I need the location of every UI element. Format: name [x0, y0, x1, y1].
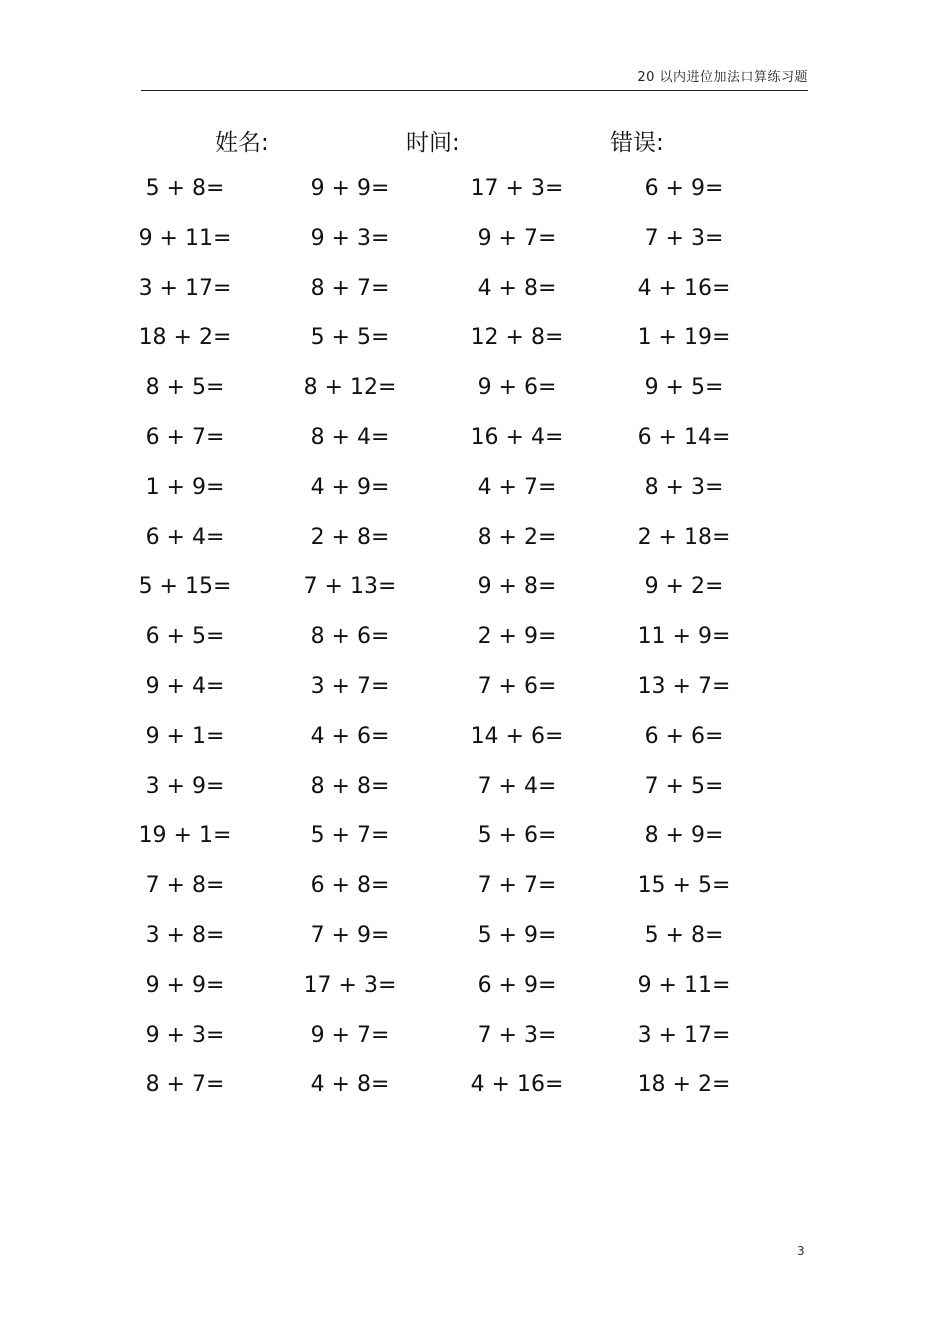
addition-problem: 7 + 9= [310, 922, 390, 948]
addition-problem: 6 + 9= [477, 972, 557, 998]
addition-problem: 3 + 9= [145, 773, 225, 799]
addition-problem: 7 + 6= [477, 673, 557, 699]
addition-problem: 8 + 3= [644, 474, 724, 500]
addition-problem: 5 + 15= [138, 574, 232, 600]
addition-problem: 6 + 8= [310, 873, 390, 899]
addition-problem: 4 + 16= [637, 275, 731, 301]
addition-problem: 7 + 8= [145, 873, 225, 899]
problem-row [0, 768, 950, 818]
addition-problem: 6 + 14= [637, 424, 731, 450]
addition-problem: 6 + 7= [145, 424, 225, 450]
addition-problem: 14 + 6= [470, 723, 564, 749]
addition-problem: 5 + 6= [477, 823, 557, 849]
addition-problem: 5 + 7= [310, 823, 390, 849]
problem-row [0, 967, 950, 1017]
addition-problem: 7 + 13= [303, 574, 397, 600]
page-number: 3 [797, 1244, 805, 1258]
header-title: 20 以内进位加法口算练习题 [637, 70, 808, 85]
addition-problem: 13 + 7= [637, 673, 731, 699]
addition-problem: 6 + 6= [644, 723, 724, 749]
addition-problem: 9 + 6= [477, 375, 557, 401]
addition-problem: 6 + 4= [145, 524, 225, 550]
info-row [0, 124, 950, 164]
problem-row [0, 170, 950, 220]
problem-row [0, 1066, 950, 1116]
problem-row [0, 618, 950, 668]
addition-problem: 9 + 7= [310, 1022, 390, 1048]
time-label: 时间: [406, 130, 460, 156]
addition-problem: 16 + 4= [470, 424, 564, 450]
addition-problem: 2 + 8= [310, 524, 390, 550]
problem-row [0, 519, 950, 569]
addition-problem: 18 + 2= [637, 1072, 731, 1098]
addition-problem: 19 + 1= [138, 823, 232, 849]
addition-problem: 7 + 3= [477, 1022, 557, 1048]
addition-problem: 8 + 12= [303, 375, 397, 401]
addition-problem: 9 + 3= [310, 225, 390, 251]
addition-problem: 9 + 8= [477, 574, 557, 600]
addition-problem: 8 + 2= [477, 524, 557, 550]
addition-problem: 17 + 3= [303, 972, 397, 998]
addition-problem: 7 + 7= [477, 873, 557, 899]
addition-problem: 2 + 9= [477, 624, 557, 650]
addition-problem: 18 + 2= [138, 325, 232, 351]
addition-problem: 9 + 3= [145, 1022, 225, 1048]
addition-problem: 8 + 4= [310, 424, 390, 450]
addition-problem: 8 + 6= [310, 624, 390, 650]
problem-row [0, 419, 950, 469]
problem-row [0, 369, 950, 419]
addition-problem: 1 + 19= [637, 325, 731, 351]
addition-problem: 7 + 3= [644, 225, 724, 251]
problem-row [0, 568, 950, 618]
addition-problem: 7 + 5= [644, 773, 724, 799]
addition-problem: 7 + 4= [477, 773, 557, 799]
addition-problem: 1 + 9= [145, 474, 225, 500]
addition-problem: 4 + 7= [477, 474, 557, 500]
problem-row [0, 319, 950, 369]
page-header [141, 62, 808, 91]
addition-problem: 11 + 9= [637, 624, 731, 650]
problem-row [0, 220, 950, 270]
addition-problem: 6 + 9= [644, 176, 724, 201]
addition-problem: 8 + 9= [644, 823, 724, 849]
problem-row [0, 718, 950, 768]
addition-problem: 17 + 3= [470, 176, 564, 201]
problem-row [0, 270, 950, 320]
problem-row [0, 917, 950, 967]
addition-problem: 5 + 5= [310, 325, 390, 351]
problem-grid [0, 170, 950, 1116]
addition-problem: 8 + 5= [145, 375, 225, 401]
problem-row [0, 1017, 950, 1067]
addition-problem: 9 + 11= [637, 972, 731, 998]
problem-row [0, 668, 950, 718]
problem-row [0, 867, 950, 917]
addition-problem: 9 + 9= [145, 972, 225, 998]
addition-problem: 9 + 5= [644, 375, 724, 401]
addition-problem: 5 + 8= [145, 176, 225, 201]
addition-problem: 9 + 4= [145, 673, 225, 699]
problem-row [0, 817, 950, 867]
addition-problem: 9 + 7= [477, 225, 557, 251]
name-label: 姓名: [215, 130, 269, 156]
addition-problem: 4 + 9= [310, 474, 390, 500]
addition-problem: 15 + 5= [637, 873, 731, 899]
addition-problem: 6 + 5= [145, 624, 225, 650]
addition-problem: 3 + 17= [637, 1022, 731, 1048]
errors-label: 错误: [610, 130, 664, 156]
addition-problem: 3 + 17= [138, 275, 232, 301]
addition-problem: 12 + 8= [470, 325, 564, 351]
addition-problem: 9 + 2= [644, 574, 724, 600]
addition-problem: 2 + 18= [637, 524, 731, 550]
addition-problem: 8 + 8= [310, 773, 390, 799]
addition-problem: 4 + 6= [310, 723, 390, 749]
addition-problem: 5 + 9= [477, 922, 557, 948]
addition-problem: 5 + 8= [644, 922, 724, 948]
addition-problem: 3 + 8= [145, 922, 225, 948]
addition-problem: 4 + 16= [470, 1072, 564, 1098]
addition-problem: 4 + 8= [310, 1072, 390, 1098]
problem-row [0, 469, 950, 519]
addition-problem: 8 + 7= [310, 275, 390, 301]
addition-problem: 9 + 11= [138, 225, 232, 251]
addition-problem: 8 + 7= [145, 1072, 225, 1098]
addition-problem: 3 + 7= [310, 673, 390, 699]
addition-problem: 4 + 8= [477, 275, 557, 301]
addition-problem: 9 + 9= [310, 176, 390, 201]
addition-problem: 9 + 1= [145, 723, 225, 749]
